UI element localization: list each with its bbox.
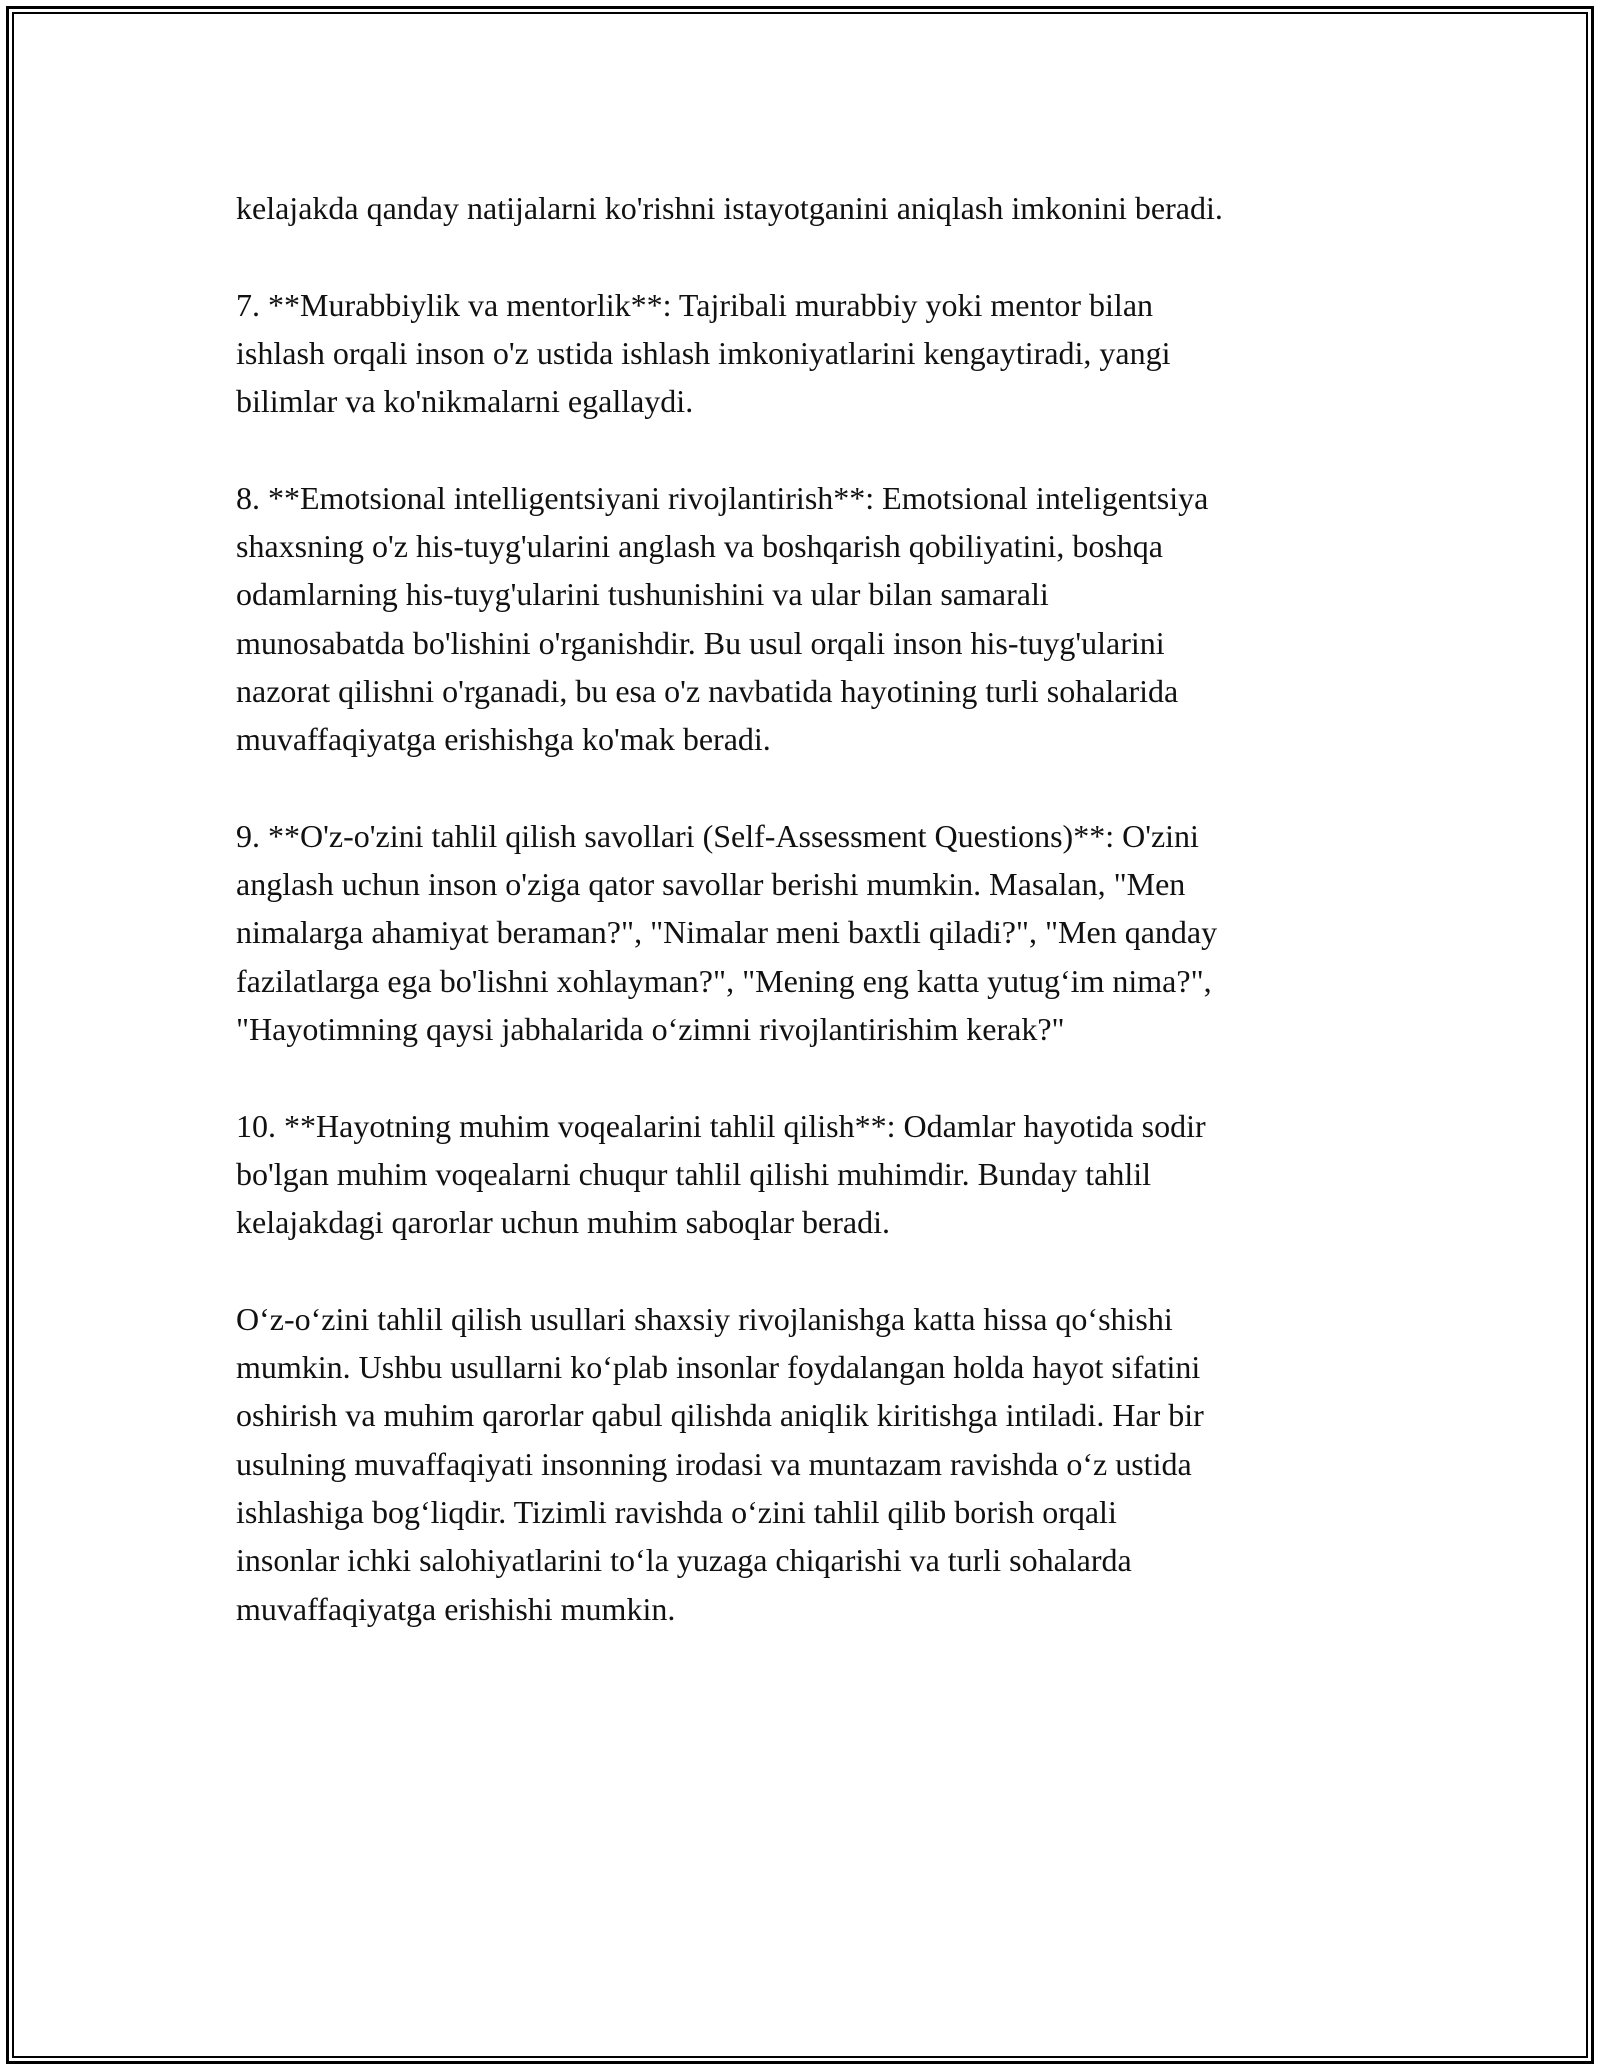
text-line: oshirish va muhim qarorlar qabul qilishda aniqlik kiritishga intiladi. Har bir [236, 1397, 1204, 1434]
text-line: muvaffaqiyatga erishishga ko'mak beradi. [236, 721, 771, 758]
text-line: bilimlar va ko'nikmalarni egallaydi. [236, 383, 694, 420]
text-line: 7. **Murabbiylik va mentorlik**: Tajribali murabbiy yoki mentor bilan [236, 286, 1154, 323]
paragraph-gap [236, 232, 1386, 280]
paragraph-gap [236, 1247, 1386, 1295]
text-line: kelajakdagi qarorlar uchun muhim saboqlar beradi. [236, 1204, 890, 1241]
text-line: munosabatda bo'lishini o'rganishdir. Bu usul orqali inson his-tuyg'ularini [236, 624, 1165, 661]
text-line: kelajakda qanday natijalarni ko'rishni istayotganini aniqlash imkonini beradi. [236, 190, 1223, 226]
text-line: 8. **Emotsional intelligentsiyani rivojlantirish**: Emotsional inteligentsiya [236, 479, 1209, 516]
text-line: ishlashiga bog‘liqdir. Tizimli ravishda o‘zini tahlil qilib borish orqali [236, 1494, 1117, 1531]
text-line: ishlash orqali inson o'z ustida ishlash imkoniyatlarini kengaytiradi, yangi [236, 334, 1171, 371]
text-line: O‘z-o‘zini tahlil qilish usullari shaxsiy rivojlanishga katta hissa qo‘shishi [236, 1300, 1173, 1337]
text-line: insonlar ichki salohiyatlarini to‘la yuzaga chiqarishi va turli sohalarda [236, 1542, 1132, 1579]
text-line: mumkin. Ushbu usullarni ko‘plab insonlar foydalangan holda hayot sifatini [236, 1349, 1201, 1386]
text-line: 10. **Hayotning muhim voqealarini tahlil qilish**: Odamlar hayotida sodir [236, 1107, 1206, 1144]
paragraph-gap [236, 1053, 1386, 1101]
text-line: shaxsning o'z his-tuyg'ularini anglash va boshqarish qobiliyatini, boshqa [236, 528, 1163, 565]
text-line: usulning muvaffaqiyati insonning irodasi va muntazam ravishda o‘z ustida [236, 1445, 1192, 1482]
document-body [236, 184, 1386, 1633]
text-line: muvaffaqiyatga erishishi mumkin. [236, 1590, 676, 1627]
paragraph-gap [236, 425, 1386, 473]
text-line: nimalarga ahamiyat beraman?", "Nimalar meni baxtli qiladi?", "Men qanday [236, 914, 1218, 951]
text-line: odamlarning his-tuyg'ularini tushunishini va ular bilan samarali [236, 576, 1049, 613]
text-line: fazilatlarga ega bo'lishni xohlayman?", "Mening eng katta yutug‘im nima?", [236, 962, 1212, 999]
paragraph-gap [236, 764, 1386, 812]
text-line: 9. **O'z-o'zini tahlil qilish savollari (Self-Assessment Questions)**: O'zini [236, 817, 1199, 854]
text-line: anglash uchun inson o'ziga qator savollar berishi mumkin. Masalan, "Men [236, 866, 1186, 903]
text-line: "Hayotimning qaysi jabhalarida o‘zimni rivojlantirishim kerak?" [236, 1011, 1065, 1048]
text-line: nazorat qilishni o'rganadi, bu esa o'z navbatida hayotining turli sohalarida [236, 672, 1179, 709]
text-line: bo'lgan muhim voqealarni chuqur tahlil qilishi muhimdir. Bunday tahlil [236, 1155, 1151, 1192]
